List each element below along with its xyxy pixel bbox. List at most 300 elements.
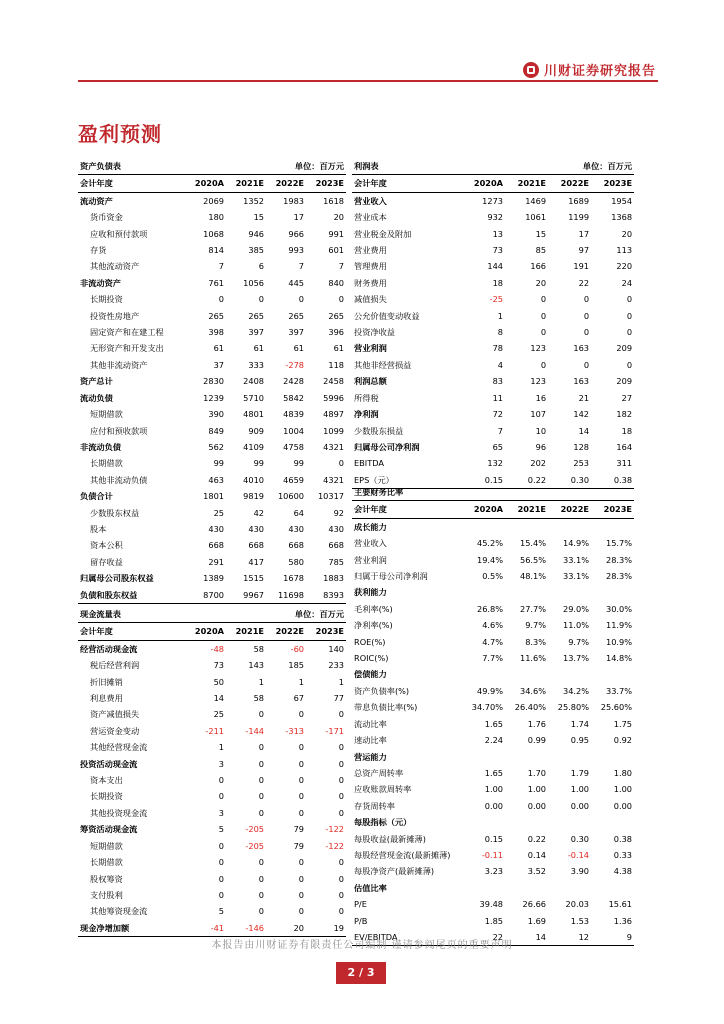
header-rule (78, 80, 658, 82)
row-label: 税后经营利润 (90, 660, 140, 671)
table-unit: 单位：百万元 (548, 158, 634, 175)
table-header-row (78, 623, 346, 640)
value-cell: 26.66 (522, 899, 546, 910)
value-cell: 1983 (283, 195, 304, 206)
row-label: 其他经营现金流 (90, 742, 148, 753)
row-label: 所得税 (354, 392, 379, 403)
value-cell: 15.61 (608, 899, 633, 910)
value-cell: 9 (591, 929, 634, 946)
value-cell: 0.30 (548, 472, 591, 489)
column-header-year: 2020A (186, 623, 226, 640)
column-header-year: 2021E (505, 501, 548, 518)
table-row (352, 209, 634, 225)
table-title-row (78, 606, 346, 623)
value-cell: 3.90 (570, 866, 589, 877)
table-row (78, 739, 346, 755)
value-cell: 0 (258, 889, 264, 900)
table-row (78, 674, 346, 690)
value-cell: 15 (535, 228, 547, 239)
column-header-year: 2020A (462, 501, 505, 518)
row-label: 无形资产和开发支出 (90, 343, 164, 354)
table-row (352, 863, 634, 879)
value-cell: 185 (288, 660, 304, 671)
row-label: 归属于母公司净利润 (354, 571, 428, 582)
row-label: ROIC(%) (354, 653, 389, 664)
value-cell: 123 (530, 376, 547, 387)
value-cell: -122 (325, 840, 345, 851)
value-cell: 398 (208, 327, 224, 338)
table-row (352, 781, 634, 797)
table-row (352, 880, 634, 896)
row-label: 流动资产 (80, 195, 113, 206)
row-label: 其他流动资产 (90, 261, 140, 272)
row-label: 营业利润 (354, 554, 387, 565)
row-label: ROE(%) (354, 636, 386, 647)
value-cell: 0.92 (613, 735, 633, 746)
table-row (352, 732, 634, 748)
value-cell: 20 (535, 277, 547, 288)
table-row (352, 406, 634, 422)
value-cell: 0 (258, 742, 264, 753)
value-cell: 0 (258, 294, 264, 305)
value-cell: 0 (218, 791, 224, 802)
value-cell: 1.69 (527, 915, 546, 926)
value-cell: 220 (616, 261, 633, 272)
row-label: 营业成本 (354, 212, 387, 223)
value-cell: 233 (328, 660, 345, 671)
table-unit: 单位：百万元 (266, 158, 346, 175)
value-cell: -171 (325, 725, 345, 736)
value-cell: 79 (293, 840, 304, 851)
value-cell: 4010 (243, 474, 264, 485)
row-label: 负债合计 (80, 491, 113, 502)
value-cell: 0 (258, 873, 264, 884)
row-label: 速动比率 (354, 735, 387, 746)
row-label: 投资净收益 (354, 327, 395, 338)
value-cell: 390 (208, 409, 224, 420)
value-cell: 0 (583, 359, 590, 370)
value-cell: 9.7% (568, 636, 589, 647)
value-cell: 8.3% (525, 636, 546, 647)
row-label: 资产负债率(%) (354, 685, 410, 696)
value-cell: -122 (325, 824, 345, 835)
value-cell: 1068 (203, 228, 224, 239)
value-cell: 163 (573, 343, 590, 354)
value-cell: 0 (298, 294, 304, 305)
value-cell: 7 (338, 261, 345, 272)
value-cell: 29.0% (562, 603, 589, 614)
column-header-year: 2022E (266, 175, 306, 192)
row-label: 营业收入 (354, 195, 387, 206)
value-cell: 1199 (568, 212, 590, 223)
value-cell: 761 (208, 277, 224, 288)
table-row (352, 683, 634, 699)
value-cell: 0 (583, 310, 590, 321)
table-row (352, 568, 634, 584)
value-cell: 1056 (243, 277, 264, 288)
value-cell: 10317 (317, 491, 345, 502)
value-cell: 128 (573, 441, 590, 452)
value-cell: 0 (298, 889, 304, 900)
section-label: 成长能力 (354, 521, 387, 532)
value-cell: 72 (492, 409, 503, 420)
value-cell: -41 (186, 920, 226, 937)
value-cell: 0 (338, 873, 345, 884)
value-cell: 34.2% (562, 685, 589, 696)
table-row (352, 847, 634, 863)
value-cell: 0 (218, 873, 224, 884)
table-row (78, 455, 346, 471)
value-cell: 333 (248, 359, 264, 370)
value-cell: 113 (616, 245, 633, 256)
value-cell: 9.7% (525, 620, 546, 631)
value-cell: 5710 (243, 392, 264, 403)
row-label: P/E (354, 899, 367, 910)
row-label: 营业利润 (354, 343, 387, 354)
value-cell: -60 (290, 643, 304, 654)
value-cell: 0 (218, 840, 224, 851)
value-cell: 58 (253, 643, 264, 654)
table-row (352, 226, 634, 242)
section-label: 获利能力 (354, 587, 387, 598)
value-cell: 20 (621, 228, 633, 239)
row-label: 长期投资 (90, 294, 123, 305)
table-header-row (352, 175, 634, 192)
value-cell: 0 (338, 758, 345, 769)
column-header-label: 会计年度 (78, 623, 186, 640)
row-label: 留存收益 (90, 556, 123, 567)
row-label: 支付股利 (90, 889, 123, 900)
value-cell: 4839 (283, 409, 304, 420)
row-label: 长期借款 (90, 458, 123, 469)
value-cell: 37 (213, 359, 224, 370)
table-row (78, 357, 346, 373)
column-header-year: 2022E (266, 623, 306, 640)
value-cell: 39.48 (479, 899, 503, 910)
table-row (78, 657, 346, 673)
value-cell: 33.1% (562, 554, 589, 565)
row-label: 短期借款 (90, 409, 123, 420)
column-header-year: 2023E (306, 623, 346, 640)
value-cell: 209 (616, 343, 633, 354)
value-cell: 0 (338, 458, 345, 469)
value-cell: 61 (253, 343, 264, 354)
value-cell: 0 (298, 709, 304, 720)
table-row (352, 552, 634, 568)
value-cell: 0 (258, 791, 264, 802)
table-row (78, 903, 346, 919)
value-cell: 0.30 (570, 833, 589, 844)
value-cell: 13.7% (562, 653, 589, 664)
value-cell: 14 (505, 929, 548, 946)
value-cell: 265 (208, 310, 224, 321)
value-cell: 0 (540, 359, 547, 370)
value-cell: 668 (288, 540, 304, 551)
table-title: 现金流量表 (78, 606, 266, 623)
value-cell: 8393 (306, 587, 346, 604)
value-cell: 1.65 (484, 718, 503, 729)
value-cell: 0 (338, 889, 345, 900)
value-cell: 0.14 (527, 849, 546, 860)
value-cell: 1099 (323, 425, 345, 436)
value-cell: 0 (298, 906, 304, 917)
value-cell: 14.8% (606, 653, 633, 664)
value-cell: 10.9% (606, 636, 633, 647)
value-cell: 96 (535, 441, 547, 452)
row-label: 管理费用 (354, 261, 387, 272)
value-cell: 0 (218, 294, 224, 305)
value-cell: 0 (258, 857, 264, 868)
table-row (78, 258, 346, 274)
value-cell: 1 (497, 310, 503, 321)
table-row (352, 455, 634, 471)
value-cell: 0 (338, 742, 345, 753)
column-header-year: 2023E (591, 501, 634, 518)
value-cell: 2069 (203, 195, 224, 206)
row-label: EV/EBITDA (352, 929, 462, 946)
value-cell: 20 (333, 212, 345, 223)
table-row (78, 821, 346, 837)
value-cell: 966 (288, 228, 304, 239)
value-cell: 0 (338, 807, 345, 818)
row-label: 长期借款 (90, 857, 123, 868)
table-row (78, 275, 346, 291)
value-cell: 4.7% (482, 636, 503, 647)
value-cell: 580 (288, 556, 304, 567)
value-cell: 0 (540, 310, 547, 321)
value-cell: 2458 (323, 376, 345, 387)
table-header-row (352, 501, 634, 518)
page-number: 2 / 3 (336, 962, 386, 984)
value-cell: 1368 (611, 212, 633, 223)
value-cell: 191 (573, 261, 590, 272)
value-cell: 30.0% (606, 603, 633, 614)
value-cell: 0 (626, 310, 633, 321)
table-row (78, 554, 346, 570)
value-cell: 1 (218, 742, 224, 753)
table-row (352, 798, 634, 814)
value-cell: 56.5% (519, 554, 546, 565)
value-cell: 0 (540, 294, 547, 305)
value-cell: 209 (616, 376, 633, 387)
row-label: 毛利率(%) (354, 603, 393, 614)
value-cell: 1.00 (484, 784, 503, 795)
value-cell: 1.00 (570, 784, 589, 795)
value-cell: 814 (208, 245, 224, 256)
row-label: 应收和预付款项 (90, 228, 148, 239)
value-cell: 2428 (283, 376, 304, 387)
row-label: 股本 (90, 523, 107, 534)
row-label: 带息负债比率(%) (354, 702, 418, 713)
row-label: 每股经营现金流(最新摊薄) (354, 849, 451, 860)
value-cell: 840 (328, 277, 345, 288)
table-row (352, 749, 634, 765)
income-statement-table (352, 158, 634, 489)
value-cell: 163 (573, 376, 590, 387)
value-cell: 0.99 (527, 735, 546, 746)
value-cell: 1.75 (613, 718, 633, 729)
table-row (352, 324, 634, 340)
value-cell: 132 (487, 458, 503, 469)
value-cell: 668 (208, 540, 224, 551)
value-cell: 601 (328, 245, 345, 256)
value-cell: 4 (497, 359, 503, 370)
row-label: 营业税金及附加 (354, 228, 412, 239)
value-cell: 10 (535, 425, 547, 436)
value-cell: 15 (253, 212, 264, 223)
value-cell: 8 (497, 327, 503, 338)
column-header-label: 会计年度 (78, 175, 186, 192)
value-cell: 0 (298, 791, 304, 802)
row-label: 投资活动现金流 (80, 758, 138, 769)
value-cell: 14.9% (562, 538, 589, 549)
value-cell: 463 (208, 474, 224, 485)
value-cell: 4321 (323, 474, 345, 485)
value-cell: 1469 (525, 195, 547, 206)
value-cell: 0 (583, 327, 590, 338)
row-label: 股权筹资 (90, 873, 123, 884)
table-row (78, 920, 346, 937)
value-cell: 430 (328, 523, 345, 534)
table-row (78, 373, 346, 389)
value-cell: 668 (248, 540, 264, 551)
value-cell: 0.15 (462, 472, 505, 489)
table-row (352, 666, 634, 682)
value-cell: 1689 (568, 195, 590, 206)
value-cell: 4321 (323, 441, 345, 452)
table-row (78, 772, 346, 788)
value-cell: 21 (578, 392, 590, 403)
page-title: 盈利预测 (78, 122, 162, 146)
table-row (78, 308, 346, 324)
table-row (352, 192, 634, 209)
value-cell: 1.79 (570, 767, 589, 778)
table-row (78, 324, 346, 340)
value-cell: -0.11 (481, 849, 503, 860)
value-cell: 0 (258, 906, 264, 917)
value-cell: 1.00 (613, 784, 633, 795)
value-cell: 1.80 (613, 767, 633, 778)
value-cell: 25.60% (600, 702, 633, 713)
table-row (78, 390, 346, 406)
value-cell: 0 (626, 359, 633, 370)
row-label: 归属母公司股东权益 (80, 573, 154, 584)
value-cell: 25.80% (557, 702, 589, 713)
value-cell: 991 (328, 228, 345, 239)
row-label: 资本支出 (90, 775, 123, 786)
column-header-year: 2022E (548, 175, 591, 192)
value-cell: 430 (208, 523, 224, 534)
value-cell: 27 (621, 392, 633, 403)
value-cell: 17 (293, 212, 304, 223)
value-cell: 67 (293, 693, 304, 704)
value-cell: 265 (288, 310, 304, 321)
value-cell: -144 (245, 725, 264, 736)
table-unit: 单位：百万元 (266, 606, 346, 623)
value-cell: 1801 (203, 491, 224, 502)
value-cell: 107 (530, 409, 547, 420)
value-cell: 34.6% (519, 685, 546, 696)
column-header-year: 2021E (505, 175, 548, 192)
value-cell: 58 (253, 693, 264, 704)
value-cell: 5842 (283, 392, 304, 403)
value-cell: 166 (530, 261, 547, 272)
value-cell: -205 (245, 840, 264, 851)
value-cell: 3.52 (527, 866, 546, 877)
value-cell: 4109 (243, 441, 264, 452)
value-cell: -313 (285, 725, 304, 736)
table-title-row (352, 484, 634, 501)
table-title: 利润表 (352, 158, 548, 175)
value-cell: 65 (492, 441, 503, 452)
value-cell: 0.22 (505, 472, 548, 489)
value-cell: 0 (338, 857, 345, 868)
value-cell: 1.53 (570, 915, 589, 926)
value-cell: 0 (298, 857, 304, 868)
row-label: 现金净增加额 (78, 920, 186, 937)
value-cell: -146 (226, 920, 266, 937)
column-header-year: 2023E (306, 175, 346, 192)
value-cell: 202 (530, 458, 547, 469)
row-label: 流动负债 (80, 392, 113, 403)
value-cell: 7 (298, 261, 304, 272)
table-row (78, 805, 346, 821)
value-cell: 909 (248, 425, 264, 436)
value-cell: 1.85 (484, 915, 503, 926)
row-label: 利息费用 (90, 693, 123, 704)
value-cell: 0.00 (484, 800, 503, 811)
value-cell: 3.23 (484, 866, 503, 877)
value-cell: 8700 (186, 587, 226, 604)
value-cell: 0 (218, 775, 224, 786)
value-cell: 14 (578, 425, 590, 436)
value-cell: 64 (293, 507, 304, 518)
row-label: 每股收益(最新摊薄) (354, 833, 426, 844)
table-row (78, 854, 346, 870)
value-cell: 417 (248, 556, 264, 567)
table-row (78, 291, 346, 307)
value-cell: 0 (298, 873, 304, 884)
value-cell: 4758 (283, 441, 304, 452)
value-cell: -0.14 (567, 849, 589, 860)
table-row (352, 275, 634, 291)
row-label: 折旧摊销 (90, 676, 123, 687)
table-row (78, 226, 346, 242)
value-cell: 0.00 (527, 800, 546, 811)
table-row (352, 765, 634, 781)
value-cell: 28.3% (606, 571, 633, 582)
value-cell: 396 (328, 327, 345, 338)
value-cell: 0 (298, 807, 304, 818)
table-row (78, 570, 346, 586)
value-cell: 11 (492, 392, 503, 403)
brand (523, 60, 656, 79)
table-row (352, 535, 634, 551)
row-label: 其他非流动负债 (90, 474, 148, 485)
value-cell: 0.38 (613, 833, 633, 844)
value-cell: 0.00 (613, 800, 633, 811)
table-row (352, 913, 634, 929)
table-row (78, 640, 346, 657)
value-cell: 11698 (266, 587, 306, 604)
value-cell: 265 (328, 310, 345, 321)
value-cell: 3 (218, 807, 224, 818)
value-cell: 0 (258, 807, 264, 818)
row-label: 非流动资产 (80, 277, 121, 288)
table-row (78, 587, 346, 604)
value-cell: 0 (258, 758, 264, 769)
value-cell: -278 (285, 359, 304, 370)
